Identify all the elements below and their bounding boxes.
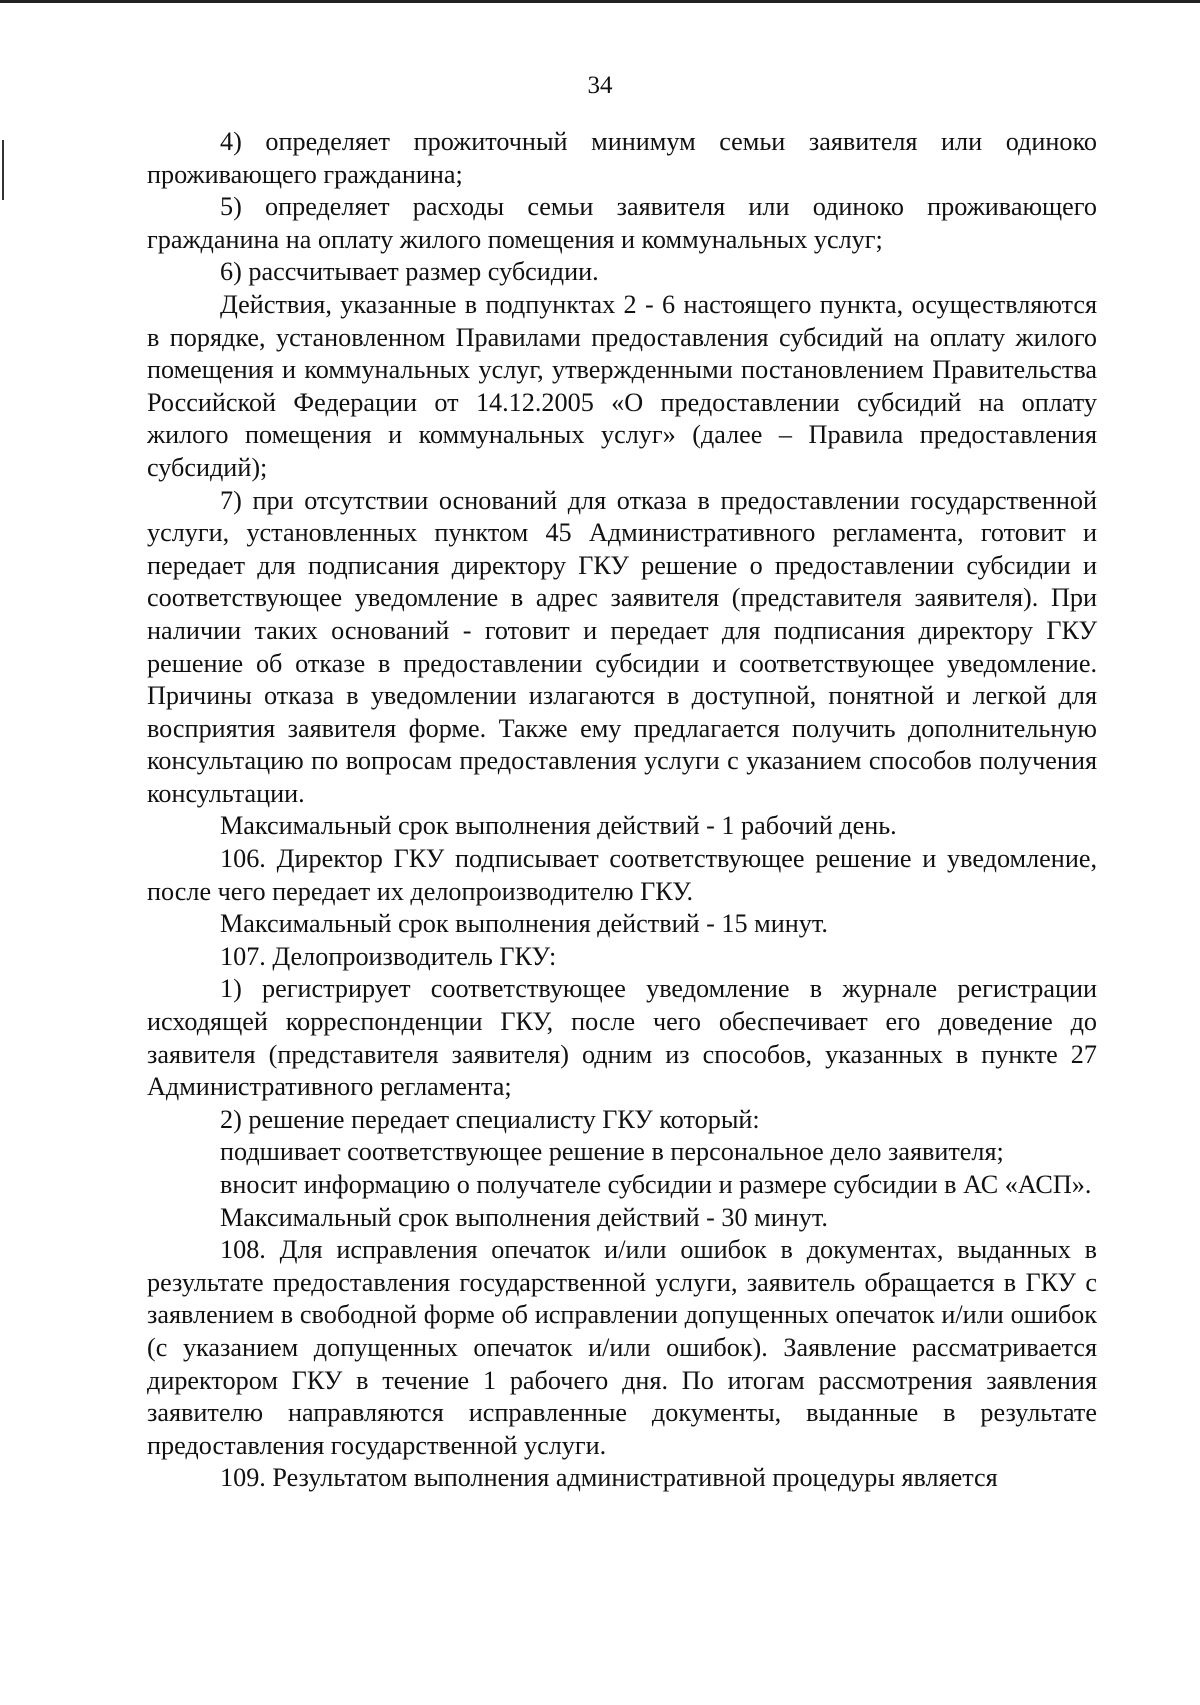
- scan-top-edge: [0, 0, 1200, 3]
- paragraph: Действия, указанные в подпунктах 2 - 6 настоящего пункта, осуществляются в порядке, установленном Правилами предоставления субсидий на оплату жилого помещения и коммунальных услуг, утвержденными постановлением Правительства Российской Федерации от 14.12.2005 «О предоставлении субсидий на оплату жилого помещения и коммунальных услуг» (далее – Правила предоставления субсидий);: [147, 289, 1097, 482]
- document-body: [147, 126, 1097, 1495]
- paragraph: Максимальный срок выполнения действий - 30 минут.: [220, 1202, 828, 1232]
- scan-left-edge-mark: [2, 140, 4, 200]
- paragraph: 2) решение передает специалисту ГКУ который:: [220, 1104, 760, 1134]
- paragraph: Максимальный срок выполнения действий - 15 минут.: [220, 909, 828, 939]
- paragraph: подшивает соответствующее решение в персональное дело заявителя;: [220, 1137, 1004, 1167]
- paragraph: 4) определяет прожиточный минимум семьи заявителя или одиноко проживающего гражданина;: [147, 127, 1097, 189]
- paragraph: 6) рассчитывает размер субсидии.: [220, 257, 599, 287]
- paragraph: 7) при отсутствии оснований для отказа в предоставлении государственной услуги, установленных пунктом 45 Административного регламента, готовит и передает для подписания директору ГКУ решение о предоставлении субсидии и соответствующее уведомление в адрес заявителя (представителя заявителя). При наличии таких оснований - готовит и передает для подписания директору ГКУ решение об отказе в предоставлении субсидии и соответствующее уведомление. Причины отказа в уведомлении излагаются в доступной, понятной и легкой для восприятия заявителя форме. Также ему предлагается получить дополнительную консультацию по вопросам предоставления услуги с указанием способов получения консультации.: [147, 485, 1097, 808]
- paragraph: 109. Результатом выполнения административной процедуры является: [220, 1463, 998, 1493]
- paragraph: 107. Делопроизводитель ГКУ:: [220, 941, 557, 971]
- paragraph: 108. Для исправления опечаток и/или ошибок в документах, выданных в результате предоставления государственной услуги, заявитель обращается в ГКУ с заявлением в свободной форме об исправлении допущенных опечаток и/или ошибок (с указанием допущенных опечаток и/или ошибок). Заявление рассматривается директором ГКУ в течение 1 рабочего дня. По итогам рассмотрения заявления заявителю направляются исправленные документы, выданные в результате предоставления государственной услуги.: [147, 1235, 1097, 1460]
- paragraph: 106. Директор ГКУ подписывает соответствующее решение и уведомление, после чего передает их делопроизводителю ГКУ.: [147, 844, 1097, 906]
- page-number: 34: [587, 72, 613, 99]
- paragraph: 1) регистрирует соответствующее уведомление в журнале регистрации исходящей корреспонденции ГКУ, после чего обеспечивает его доведение до заявителя (представителя заявителя) одним из способов, указанных в пункте 27 Административного регламента;: [147, 974, 1097, 1102]
- paragraph: Максимальный срок выполнения действий - 1 рабочий день.: [220, 811, 897, 841]
- paragraph: вносит информацию о получателе субсидии и размере субсидии в АС «АСП».: [220, 1170, 1092, 1199]
- paragraph: 5) определяет расходы семьи заявителя или одиноко проживающего гражданина на оплату жилого помещения и коммунальных услуг;: [147, 192, 1097, 254]
